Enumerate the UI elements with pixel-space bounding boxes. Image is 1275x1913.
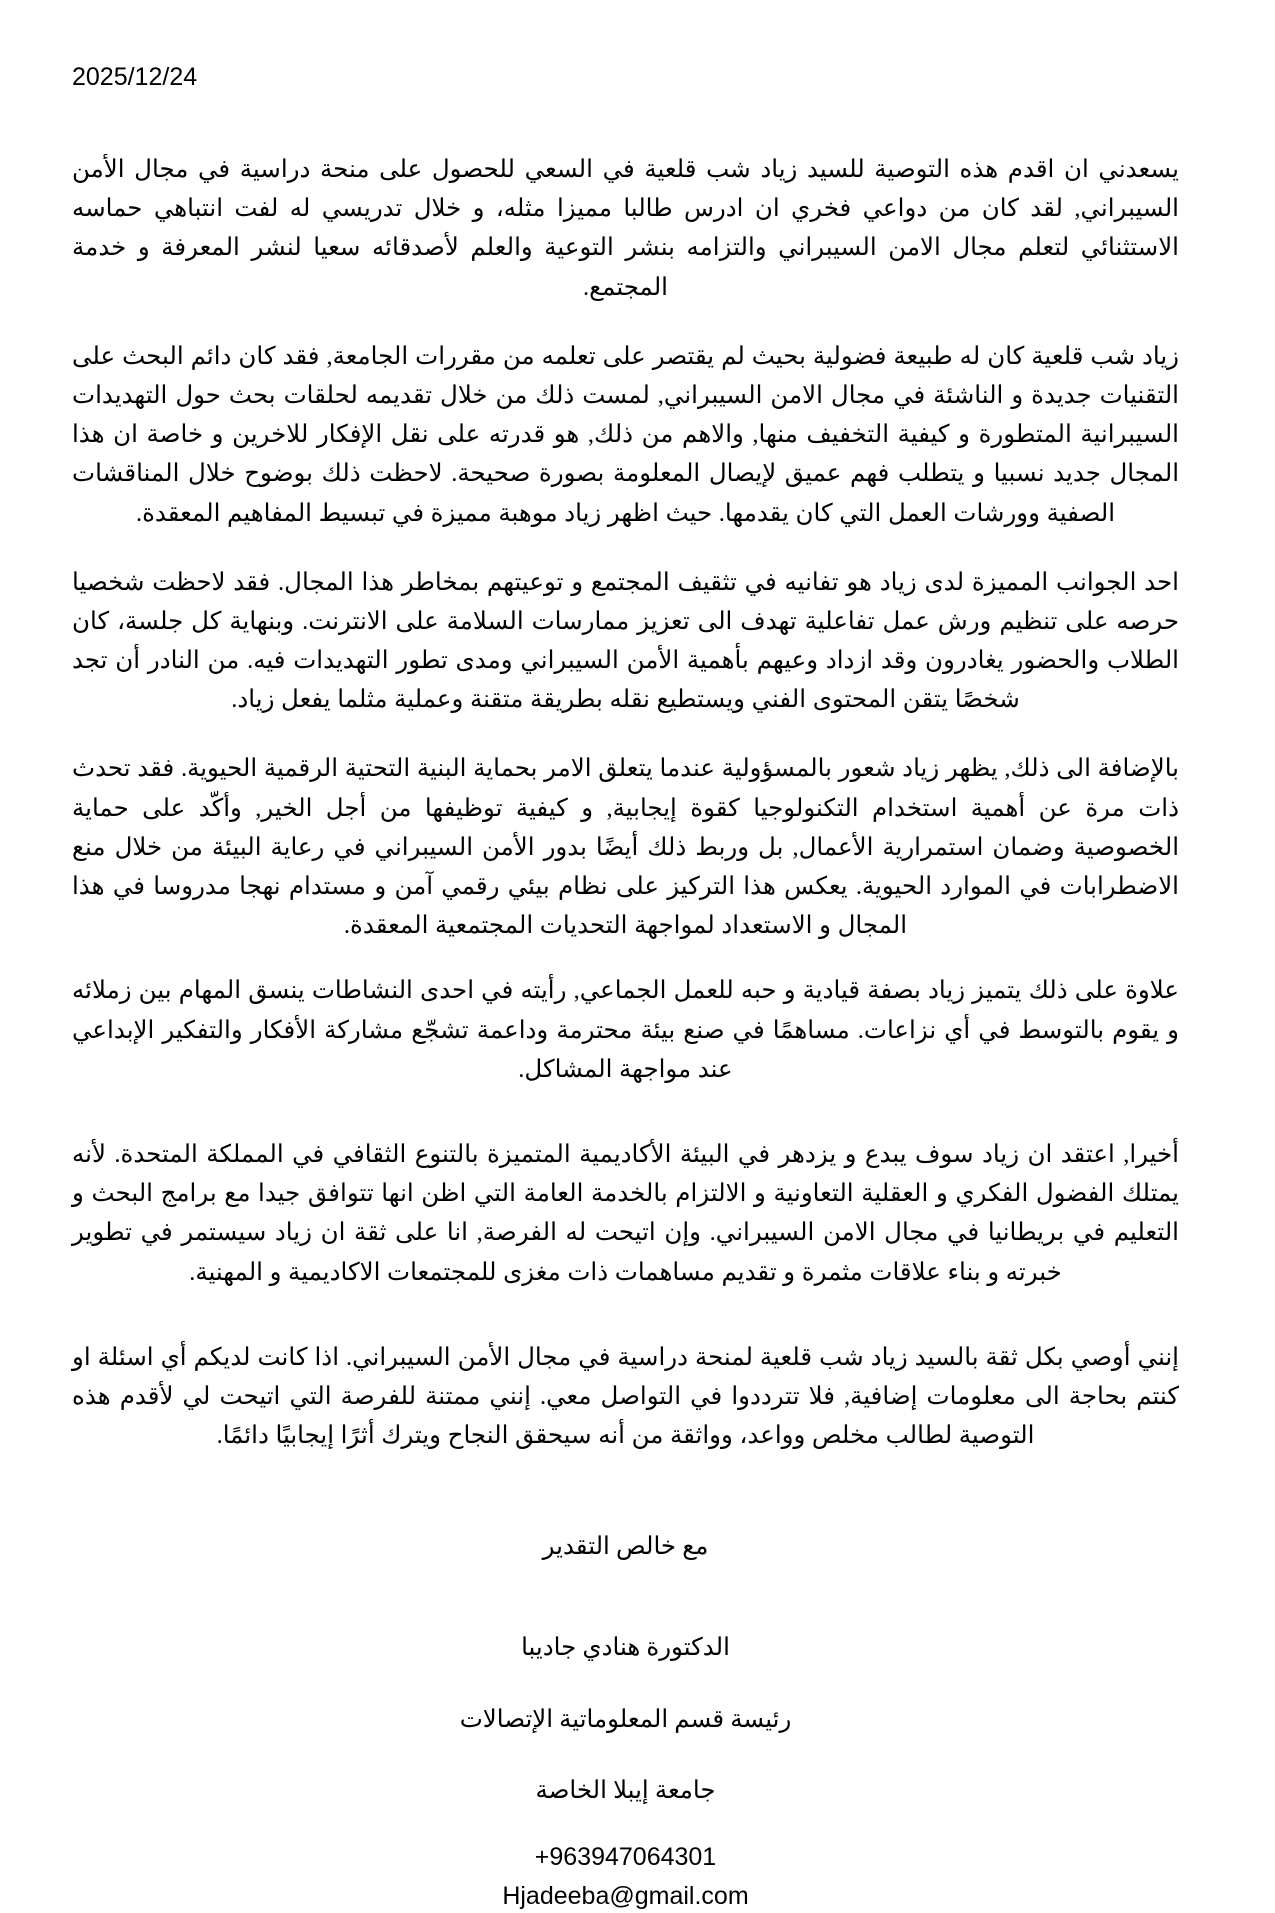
signature-organization: جامعة إيبلا الخاصة (535, 1776, 716, 1804)
signature-phone: +963947064301 (534, 1843, 717, 1871)
signature-title: رئيسة قسم المعلوماتية الإتصالات (459, 1705, 792, 1733)
closing-salutation: مع خالص التقدير (542, 1533, 709, 1561)
letter-paragraphs (72, 150, 1179, 1455)
letter-date: 2025/12/24 (72, 63, 198, 91)
paragraph-5: علاوة على ذلك يتميز زياد بصفة قيادية و حبه للعمل الجماعي, رأيته في احدى النشاطات ينسق المهام بين زملائه و يقوم بالتوسط في أي نزاعات. مساهمًا في صنع بيئة محترمة وداعمة تشجّع مشاركة الأفكار والتفكير الإبداعي عند مواجهة المشاكل. (72, 977, 1179, 1083)
signature-email: Hjadeeba@gmail.com (502, 1882, 749, 1911)
paragraph-3: احد الجوانب المميزة لدى زياد هو تفانيه في تثقيف المجتمع و توعيتهم بمخاطر هذا المجال. فقد لاحظت شخصيا حرصه على تنظيم ورش عمل تفاعلية تهدف الى تعزيز ممارسات السلامة على الانترنت. وبنهاية كل جلسة، كان الطلاب والحضور يغادرون وقد ازداد وعيهم بأهمية الأمن السيبراني ومدى تطور التهديدات فيه. من النادر أن تجد شخصًا يتقن المحتوى الفني ويستطيع نقله بطريقة متقنة وعملية مثلما يفعل زياد. (72, 568, 1179, 714)
paragraph-4: بالإضافة الى ذلك, يظهر زياد شعور بالمسؤولية عندما يتعلق الامر بحماية البنية التحتية الرقمية الحيوية. فقد تحدث ذات مرة عن أهمية استخدام التكنولوجيا كقوة إيجابية, و كيفية توظيفها من أجل الخير, وأكّد على حماية الخصوصية وضمان استمرارية الأعمال, بل وربط ذلك أيضًا بدور الأمن السيبراني في رعاية البيئة من خلال منع الاضطرابات في الموارد الحيوية. يعكس هذا التركيز على نظام بيئي رقمي آمن و مستدام نهجا مدروسا في هذا المجال و الاستعداد لمواجهة التحديات المجتمعية المعقدة. (72, 755, 1179, 940)
signature-block (72, 1628, 1179, 1912)
paragraph-6: أخيرا, اعتقد ان زياد سوف يبدع و يزدهر في البيئة الأكاديمية المتميزة بالتنوع الثقافي في المملكة المتحدة. لأنه يمتلك الفضول الفكري و العقلية التعاونية و الالتزام بالخدمة العامة التي اظن انها تتوافق جيدا مع برامج البحث و التعليم في بريطانيا في مجال الامن السيبراني. وإن اتيحت له الفرصة, انا على ثقة ان زياد سيستمر في تطوير خبرته و بناء علاقات مثمرة و تقديم مساهمات ذات مغزى للمجتمعات الاكاديمية و المهنية. (72, 1140, 1179, 1286)
closing-block (72, 1527, 1179, 1566)
paragraph-7: إنني أوصي بكل ثقة بالسيد زياد شب قلعية لمنحة دراسية في مجال الأمن السيبراني. اذا كانت لديكم أي اسئلة او كنتم بحاجة الى معلومات إضافية, فلا تترددوا في التواصل معي. إنني ممتنة للفرصة التي اتيحت لي لأقدم هذه التوصية لطالب مخلص وواعد، وواثقة من أنه سيحقق النجاح ويترك أثرًا إيجابيًا دائمًا. (72, 1343, 1179, 1450)
paragraph-2: زياد شب قلعية كان له طبيعة فضولية بحيث لم يقتصر على تعلمه من مقررات الجامعة, فقد كان دائم البحث على التقنيات جديدة و الناشئة في مجال الامن السيبراني, لمست ذلك من خلال تقديمه لحلقات بحث حول التهديدات السيبرانية المتطورة و كيفية التخفيف منها, والاهم من ذلك, هو قدرته على نقل الإفكار للاخرين و خاصة ان هذا المجال جديد نسبيا و يتطلب فهم عميق لإيصال المعلومة بصورة صحيحة. لاحظت ذلك بوضوح خلال المناقشات الصفية وورشات العمل التي كان يقدمها. حيث اظهر زياد موهبة مميزة في تبسيط المفاهيم المعقدة. (72, 342, 1179, 527)
paragraph-1: يسعدني ان اقدم هذه التوصية للسيد زياد شب قلعية في السعي للحصول على منحة دراسية في مجال الأمن السيبراني, لقد كان من دواعي فخري ان ادرس طالبا مميزا مثله، و خلال تدريسي له لفت انتباهي حماسه الاستثنائي لتعلم مجال الامن السيبراني والتزامه بنشر التوعية والعلم لأصدقائه سعيا لنشر المعرفة و خدمة المجتمع. (72, 156, 1179, 301)
signature-name: الدكتورة هنادي جاديبا (521, 1634, 730, 1662)
